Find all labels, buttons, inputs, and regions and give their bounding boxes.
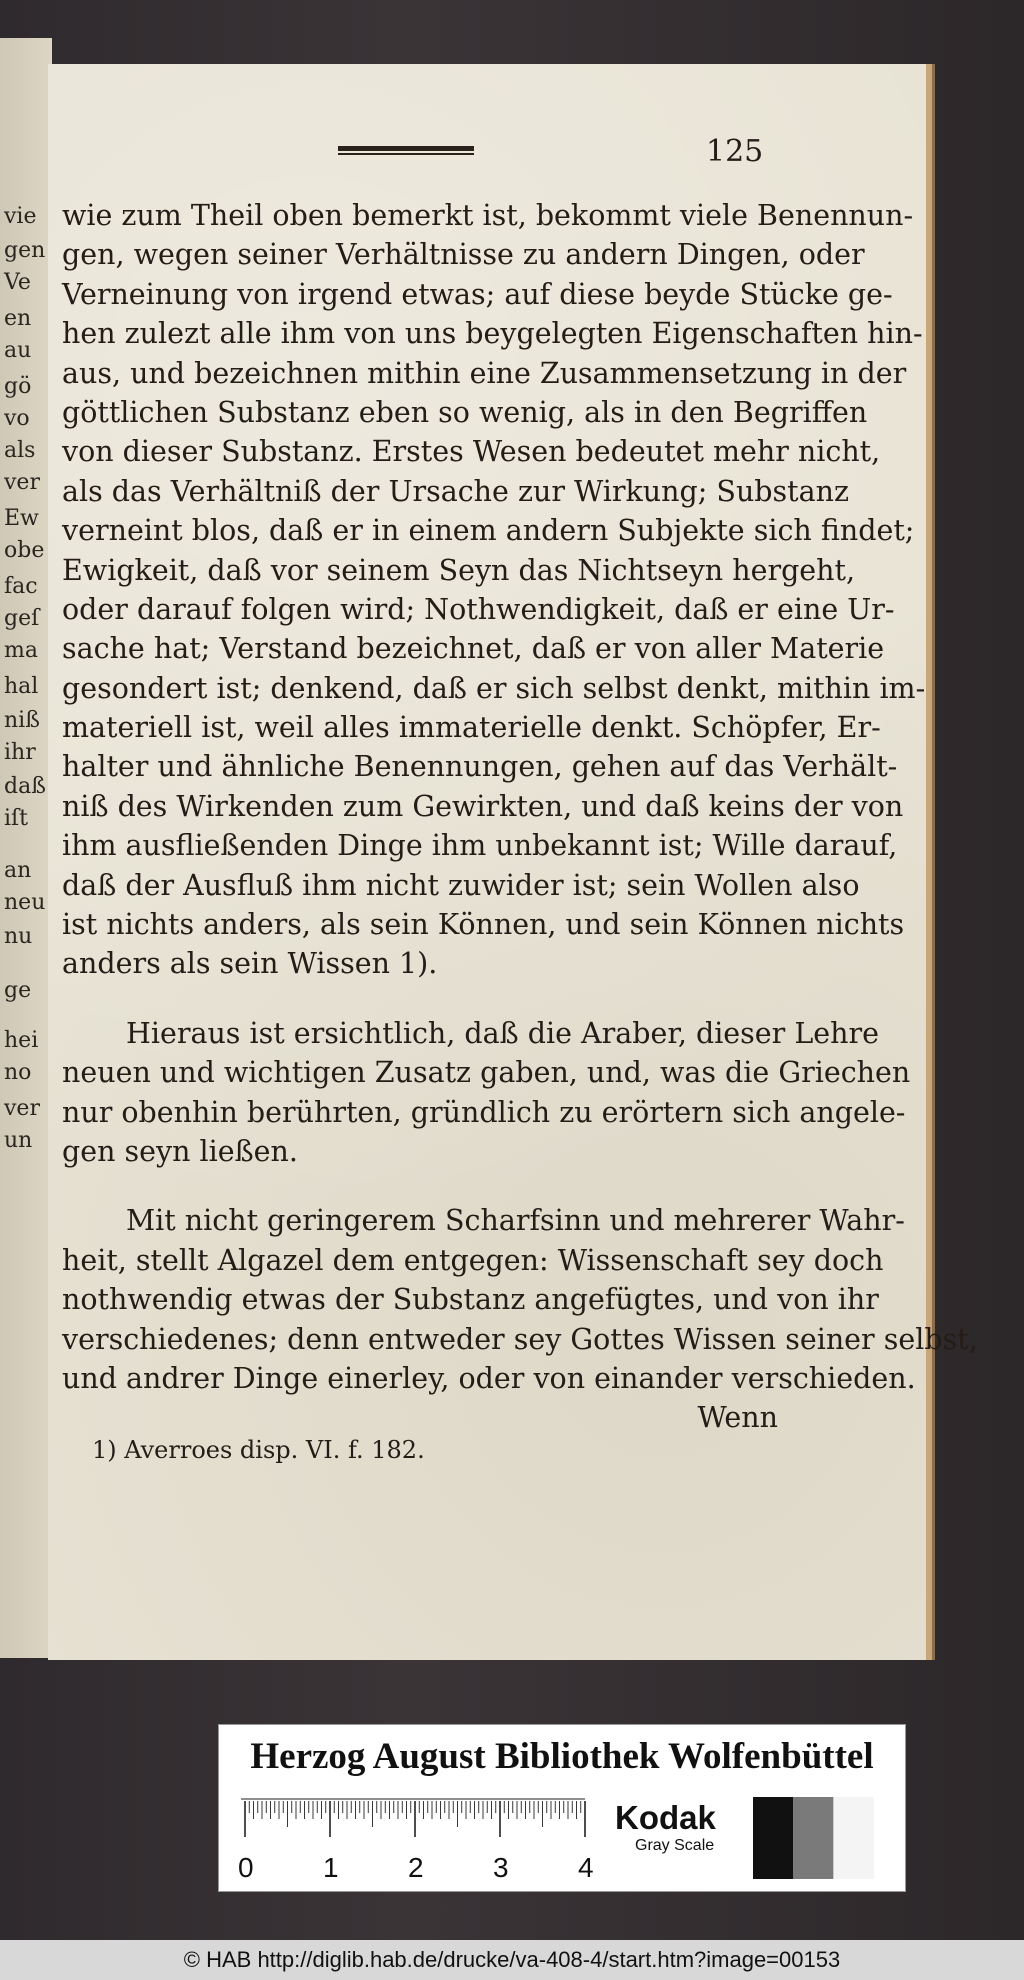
- prev-page-fragment: neu: [4, 890, 46, 915]
- book-page: [48, 64, 978, 1660]
- text-line: als das Verhältniß der Ursache zur Wirkung; Substanz: [62, 474, 849, 508]
- footnote: 1) Averroes disp. VI. f. 182.: [92, 1436, 425, 1464]
- text-line: oder darauf folgen wird; Nothwendigkeit, daß er eine Ur-: [62, 592, 895, 626]
- text-line: und andrer Dinge einerley, oder von einander verschieden.: [62, 1361, 916, 1395]
- text-line: Mit nicht geringerem Scharfsinn und mehrerer Wahr-: [126, 1204, 905, 1238]
- prev-page-fragment: ihr: [4, 740, 36, 765]
- text-line: daß der Ausfluß ihm nicht zuwider ist; sein Wollen also: [62, 868, 860, 902]
- prev-page-fragment: Ve: [4, 270, 31, 295]
- ruler-number: 4: [578, 1852, 594, 1883]
- text-line: nothwendig etwas der Substanz angefügtes, und von ihr: [62, 1283, 879, 1317]
- text-line: aus, und bezeichnen mithin eine Zusammensetzung in der: [62, 356, 907, 390]
- ruler-number: 3: [493, 1852, 509, 1883]
- prev-page-fragment: en: [4, 306, 32, 331]
- page-body-text: [62, 196, 978, 1438]
- text-line: halter und ähnliche Benennungen, gehen auf das Verhält-: [62, 750, 898, 784]
- text-line: göttlichen Substanz eben so wenig, als in den Begriffen: [62, 395, 868, 429]
- light-swatch: [833, 1797, 874, 1879]
- ruler-number: 2: [408, 1852, 424, 1883]
- text-line: wie zum Theil oben bemerkt ist, bekommt viele Benennun-: [62, 199, 914, 232]
- prev-page-fragment: no: [4, 1060, 32, 1085]
- text-line: heit, stellt Algazel dem entgegen: Wissenschaft sey doch: [62, 1243, 884, 1277]
- prev-page-fragment: iſt: [4, 806, 29, 831]
- text-line: nur obenhin berührten, gründlich zu erörtern sich angele-: [62, 1095, 906, 1129]
- prev-page-fragment: gö: [4, 374, 32, 399]
- prev-page-fragment: daß: [4, 774, 46, 799]
- prev-page-fragment: nu: [4, 924, 33, 949]
- text-line: gesondert ist; denkend, daß er sich selbst denkt, mithin im-: [62, 671, 926, 705]
- prev-page-fragment: ver: [4, 1096, 40, 1121]
- prev-page-fragment: vie: [4, 204, 37, 229]
- prev-page-fragment: ge: [4, 978, 32, 1003]
- prev-page-fragment: als: [4, 438, 36, 463]
- text-line: ist nichts anders, als sein Können, und sein Können nichts: [62, 908, 905, 942]
- prev-page-fragment: fac: [4, 574, 38, 599]
- ruler-number: 1: [323, 1852, 339, 1883]
- text-line: materiell ist, weil alles immaterielle denkt. Schöpfer, Er-: [62, 711, 881, 745]
- prev-page-fragment: ma: [4, 638, 38, 663]
- text-line: Ewigkeit, daß vor seinem Seyn das Nichtseyn hergeht,: [62, 553, 856, 587]
- kodak-logo: Kodak: [615, 1799, 716, 1836]
- black-swatch: [753, 1797, 793, 1879]
- text-line: Hieraus ist ersichtlich, daß die Araber, dieser Lehre: [126, 1016, 879, 1050]
- prev-page-fragment: geſ: [4, 606, 40, 631]
- gray-scale-label: Gray Scale: [635, 1837, 715, 1854]
- text-line: anders als sein Wissen 1).: [62, 947, 438, 981]
- header-rule: [338, 146, 474, 155]
- prev-page-fragment: gen: [4, 238, 46, 263]
- prev-page-fragment: un: [4, 1128, 33, 1153]
- text-line: sache hat; Verstand bezeichnet, daß er von aller Materie: [62, 632, 885, 666]
- prev-page-fragment: niß: [4, 708, 40, 733]
- text-line: gen, wegen seiner Verhältnisse zu andern Dingen, oder: [62, 238, 865, 272]
- library-color-card: [218, 1724, 906, 1892]
- text-line: gen seyn ließen.: [62, 1134, 298, 1168]
- prev-page-fragment: Ew: [4, 506, 39, 531]
- text-line: verschiedenes; denn entweder sey Gottes Wissen seiner selbst,: [62, 1322, 978, 1356]
- text-line: ihm ausfließenden Dinge ihm unbekannt ist; Wille darauf,: [62, 829, 898, 863]
- text-line: niß des Wirkenden zum Gewirkten, und daß keins der von: [62, 789, 904, 823]
- text-line: hen zulezt alle ihm von uns beygelegten Eigenschaften hin-: [62, 317, 923, 351]
- text-line: verneint blos, daß er in einem andern Subjekte sich findet;: [62, 514, 915, 548]
- text-line: von dieser Substanz. Erstes Wesen bedeutet mehr nicht,: [62, 435, 881, 469]
- prev-page-fragment: obe: [4, 538, 45, 563]
- library-name: Herzog August Bibliothek Wolfenbüttel: [250, 1736, 874, 1777]
- measurement-ruler: [238, 1797, 601, 1885]
- gray-swatch: [793, 1797, 833, 1879]
- ruler-number: 0: [238, 1852, 254, 1883]
- prev-page-fragment: hal: [4, 674, 39, 699]
- catchword: Wenn: [697, 1401, 778, 1435]
- prev-page-fragment: hei: [4, 1028, 39, 1053]
- text-line: neuen und wichtigen Zusatz gaben, und, was die Griechen: [62, 1056, 911, 1090]
- prev-page-fragment: au: [4, 338, 32, 363]
- prev-page-fragment: vo: [4, 406, 30, 431]
- copyright-footer: © HAB http://diglib.hab.de/drucke/va-408-4/start.htm?image=00153: [0, 1940, 1024, 1980]
- prev-page-fragment: ver: [4, 470, 40, 495]
- prev-page-fragment: an: [4, 858, 32, 883]
- previous-page-edge: [0, 38, 52, 1658]
- text-line: Verneinung von irgend etwas; auf diese beyde Stücke ge-: [62, 277, 893, 311]
- page-number: 125: [706, 134, 764, 169]
